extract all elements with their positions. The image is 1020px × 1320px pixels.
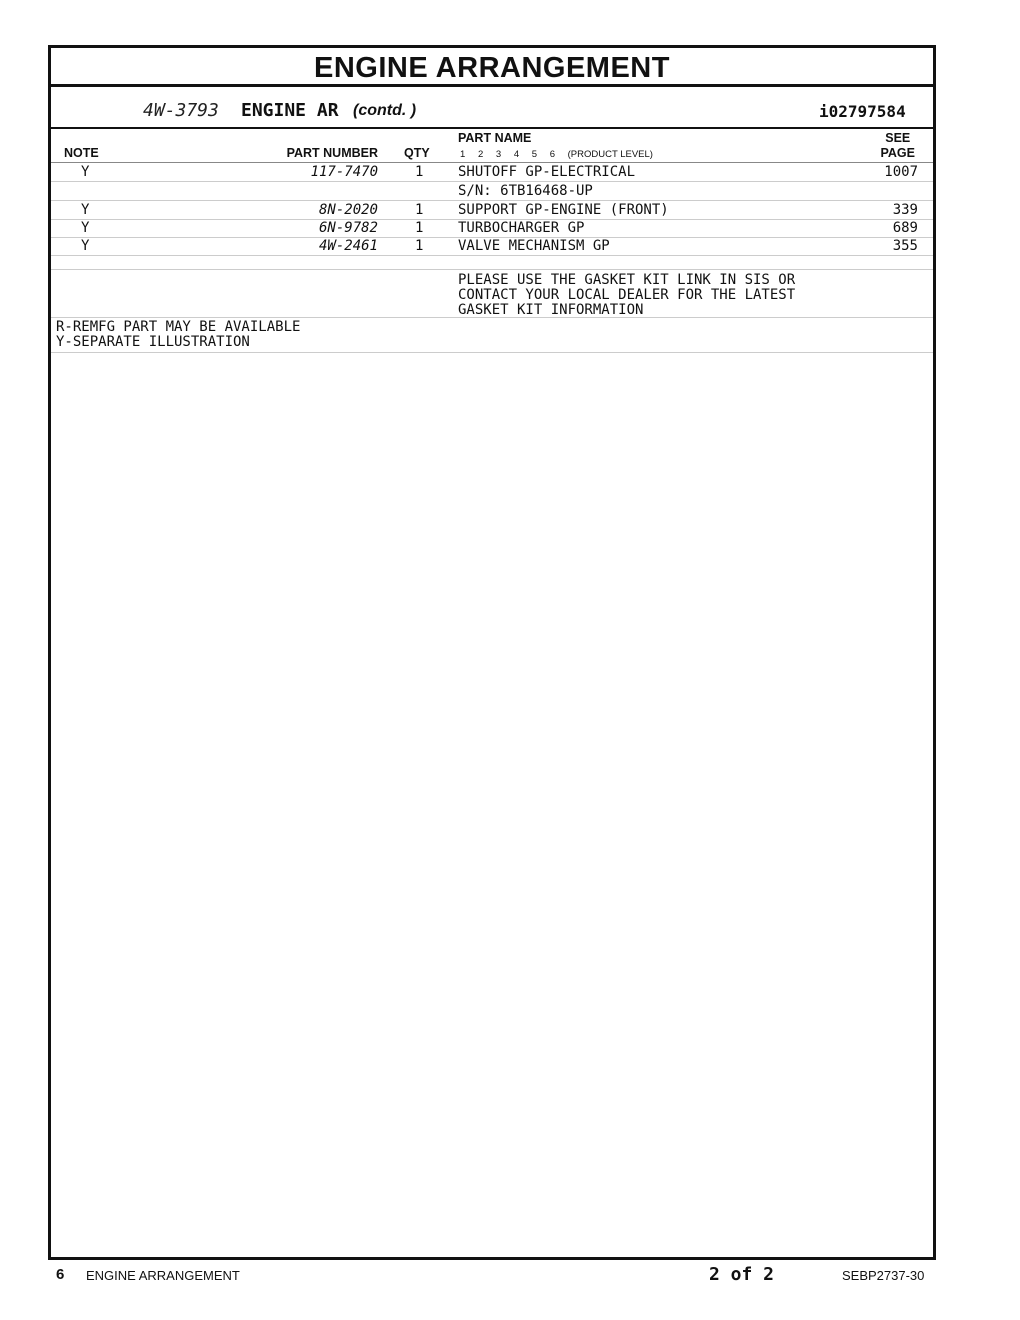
row-see-page: 1007 xyxy=(884,164,918,180)
row-part-number: 4W-2461 xyxy=(318,238,378,254)
row-qty: 1 xyxy=(415,238,424,254)
table-row xyxy=(51,237,933,256)
row-note: Y xyxy=(81,164,90,180)
illustration-id: i02797584 xyxy=(819,102,906,121)
group-name: ENGINE AR xyxy=(241,100,339,121)
legend-remfg: R-REMFG PART MAY BE AVAILABLE xyxy=(56,319,301,335)
row-qty: 1 xyxy=(415,220,424,236)
title-bar xyxy=(51,48,933,87)
notice-line: PLEASE USE THE GASKET KIT LINK IN SIS OR xyxy=(458,272,796,288)
group-header xyxy=(51,87,933,129)
column-header-see-page xyxy=(881,131,916,161)
row-note: Y xyxy=(81,202,90,218)
group-number: 4W-3793 xyxy=(143,100,219,121)
row-see-page: 689 xyxy=(892,220,918,236)
column-header-part-number: PART NUMBER xyxy=(286,146,378,160)
level-1: 1 xyxy=(460,149,466,160)
notice-line: GASKET KIT INFORMATION xyxy=(458,302,644,318)
table-row xyxy=(51,201,933,220)
level-6: 6 xyxy=(549,149,555,160)
row-part-number: 117-7470 xyxy=(310,164,378,180)
row-see-page: 355 xyxy=(892,238,918,254)
footer-section-title: ENGINE ARRANGEMENT xyxy=(86,1268,240,1283)
see-label: SEE xyxy=(885,131,911,145)
gasket-kit-notice xyxy=(51,270,933,318)
footer-sheet-count: 2 of 2 xyxy=(709,1264,775,1285)
column-header-qty: QTY xyxy=(404,146,430,160)
level-2: 2 xyxy=(477,149,484,160)
notice-line: CONTACT YOUR LOCAL DEALER FOR THE LATEST xyxy=(458,287,796,303)
column-header-note: NOTE xyxy=(64,146,99,160)
table-row xyxy=(51,163,933,182)
level-4: 4 xyxy=(513,149,520,160)
column-headers xyxy=(51,129,933,163)
row-serial-range: S/N: 6TB16468-UP xyxy=(458,183,593,199)
row-part-number: 8N-2020 xyxy=(318,202,378,218)
footer-page-number: 6 xyxy=(56,1266,65,1283)
column-header-part-name: PART NAME xyxy=(458,131,532,145)
page-label: PAGE xyxy=(880,146,915,160)
product-level-label: (PRODUCT LEVEL) xyxy=(567,149,653,160)
row-qty: 1 xyxy=(415,202,424,218)
legend-separate-illustration: Y-SEPARATE ILLUSTRATION xyxy=(56,334,250,350)
page-title: ENGINE ARRANGEMENT xyxy=(314,52,670,84)
product-level-scale xyxy=(460,149,653,160)
row-note: Y xyxy=(81,238,90,254)
level-3: 3 xyxy=(495,149,502,160)
legend xyxy=(51,318,933,353)
level-5: 5 xyxy=(531,149,538,160)
row-note: Y xyxy=(81,220,90,236)
row-qty: 1 xyxy=(415,164,424,180)
row-part-number: 6N-9782 xyxy=(318,220,378,236)
table-row xyxy=(51,182,933,201)
parts-list-frame xyxy=(48,45,936,1260)
row-see-page: 339 xyxy=(892,202,918,218)
row-part-name: VALVE MECHANISM GP xyxy=(458,238,610,254)
row-part-name: SUPPORT GP-ENGINE (FRONT) xyxy=(458,202,669,218)
footer-doc-number: SEBP2737-30 xyxy=(842,1268,925,1283)
table-row xyxy=(51,219,933,238)
row-part-name: SHUTOFF GP-ELECTRICAL xyxy=(458,164,636,180)
continued-label: (contd. ) xyxy=(353,102,417,119)
row-part-name: TURBOCHARGER GP xyxy=(458,220,585,236)
blank-row xyxy=(51,255,933,270)
